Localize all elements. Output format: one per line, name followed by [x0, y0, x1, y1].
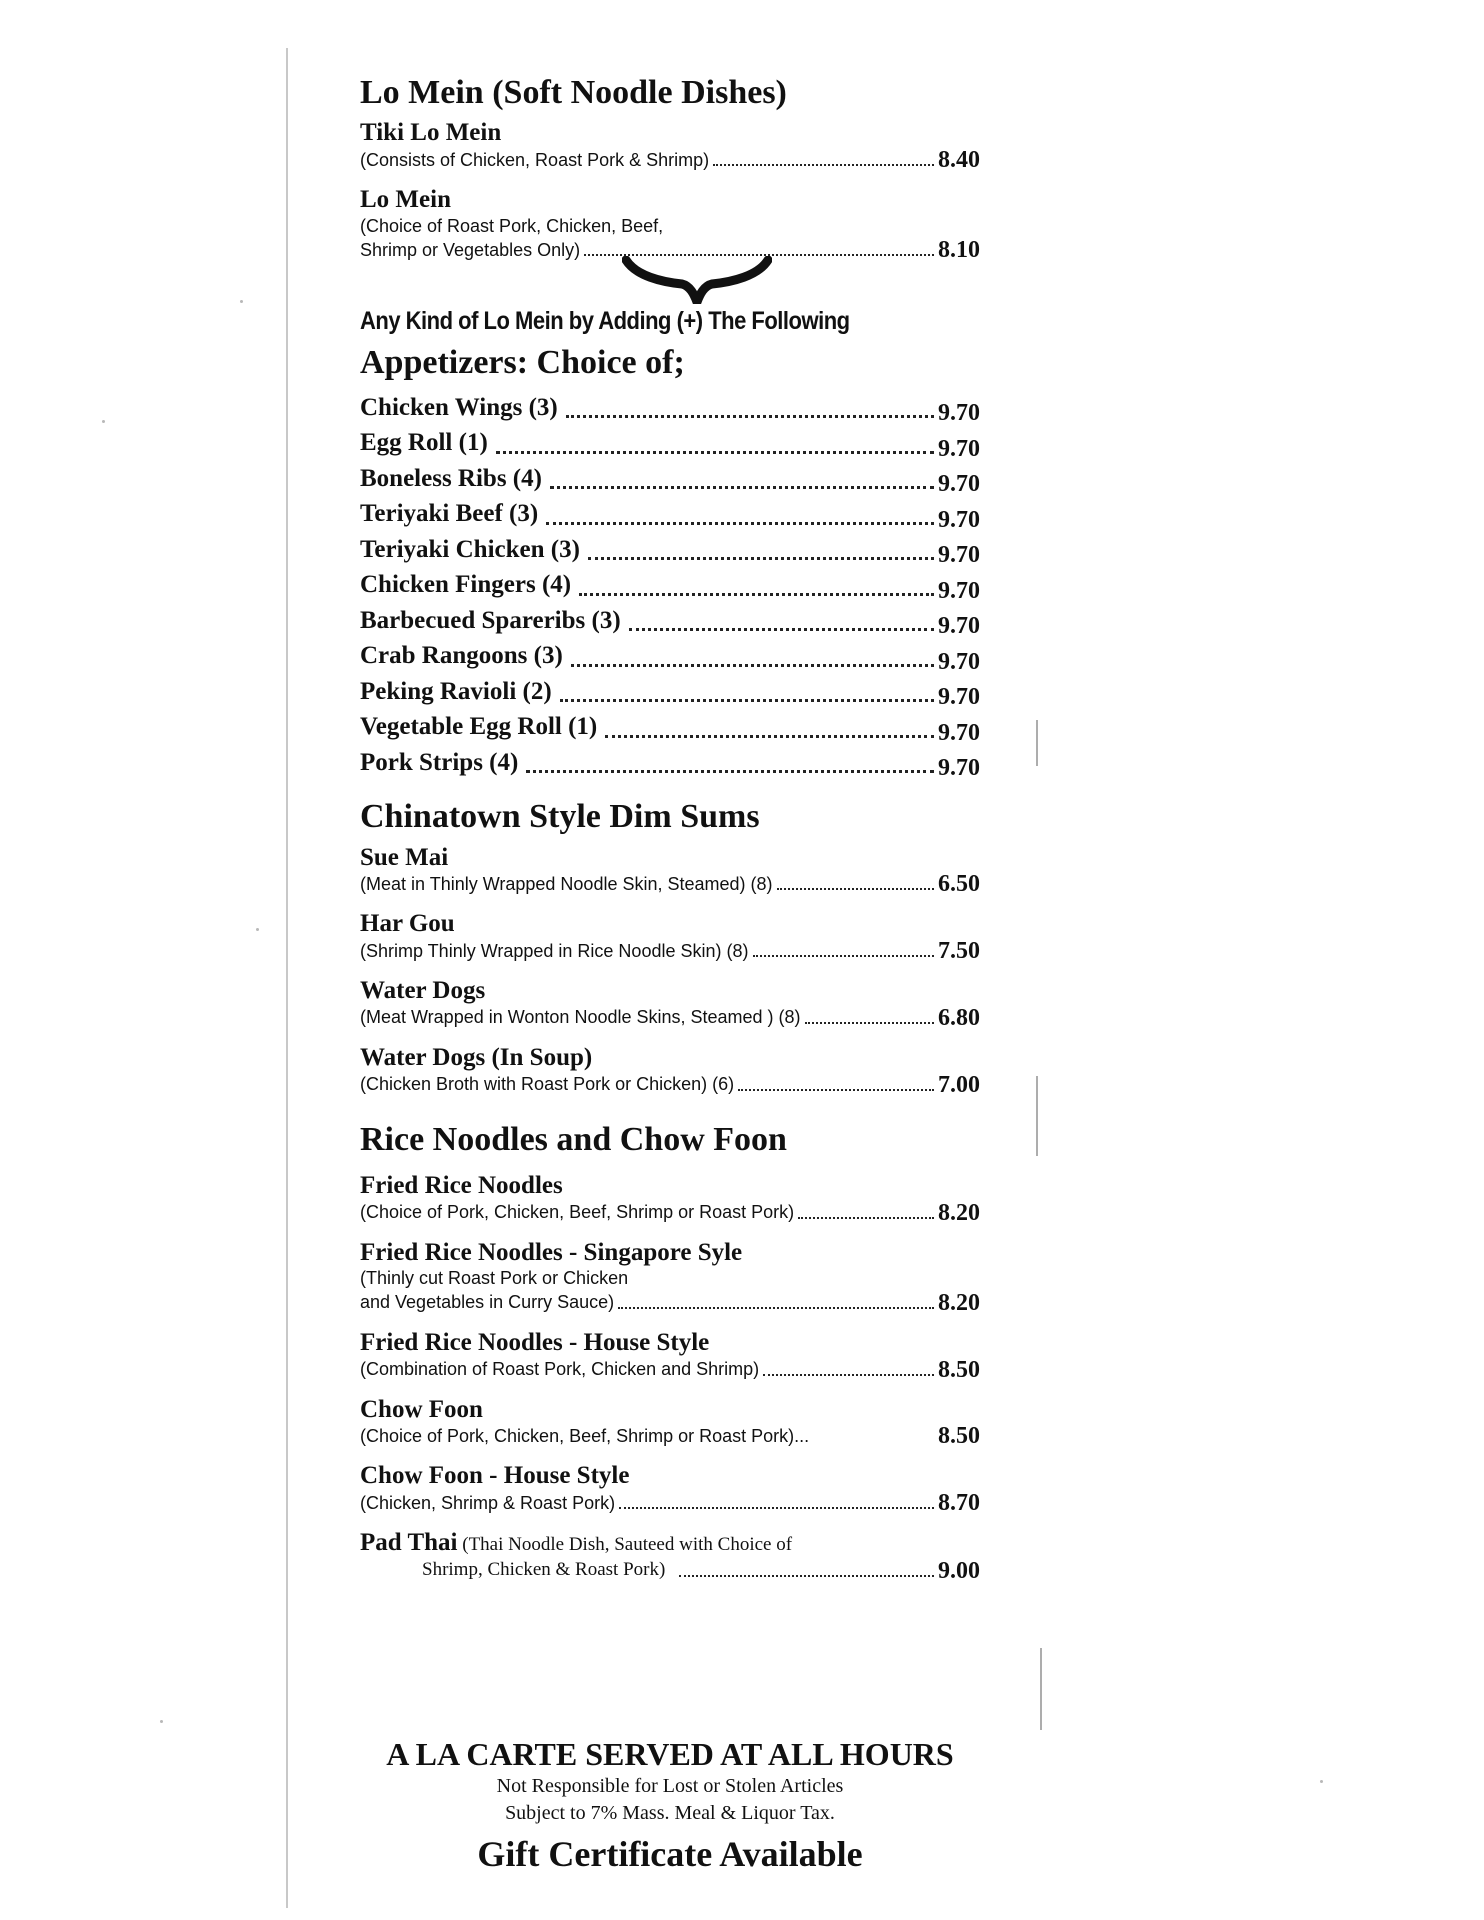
- item-desc-row: [360, 1073, 980, 1097]
- item-name: Egg Roll (1): [360, 429, 488, 457]
- item-desc: (Chicken, Shrimp & Roast Pork): [360, 1492, 616, 1513]
- item-name: Vegetable Egg Roll (1): [360, 713, 598, 741]
- pad-thai-line: [360, 1529, 980, 1558]
- item-desc: (Thai Noodle Dish, Sauteed with Choice of: [462, 1534, 793, 1556]
- item-name: Chow Foon - House Style: [360, 1462, 630, 1490]
- item-name: Barbecued Spareribs (3): [360, 606, 621, 634]
- section-title-dim-sums: Chinatown Style Dim Sums: [360, 798, 760, 836]
- dot-leader: [738, 1089, 934, 1091]
- item-name: Peking Ravioli (2): [360, 677, 552, 705]
- menu-item-pad-thai: [360, 1529, 980, 1582]
- responsibility-notice: Not Responsible for Lost or Stolen Articles: [496, 1775, 844, 1797]
- appetizer-list: [360, 390, 980, 781]
- item-desc-row: [360, 939, 980, 963]
- item-desc-row: [360, 1291, 980, 1315]
- item-name: Har Gou: [360, 910, 455, 938]
- item-desc: (Combination of Roast Pork, Chicken and Shrimp): [360, 1359, 760, 1380]
- item-desc: Shrimp or Vegetables Only): [360, 239, 581, 260]
- item-price: 9.70: [938, 577, 980, 604]
- gift-certificate-notice: Gift Certificate Available: [477, 1834, 863, 1874]
- menu-item: [360, 186, 980, 262]
- item-desc: (Choice of Pork, Chicken, Beef, Shrimp or Roast Pork): [360, 1202, 795, 1223]
- served-notice: A LA CARTE SERVED AT ALL HOURS: [386, 1736, 954, 1772]
- item-desc-row: [360, 1424, 980, 1448]
- dot-leader: [619, 1507, 934, 1509]
- curly-brace-icon: [622, 256, 772, 304]
- item-desc-row: [360, 1558, 980, 1583]
- item-name: Fried Rice Noodles: [360, 1171, 563, 1199]
- dot-leader: [777, 888, 934, 890]
- item-name: Chicken Fingers (4): [360, 571, 572, 599]
- appetizer-row: [360, 496, 980, 532]
- appetizer-row: [360, 532, 980, 568]
- menu-item: [360, 910, 980, 963]
- dot-leader: [763, 1374, 934, 1376]
- dot-leader: [566, 415, 934, 418]
- menu-page: [360, 74, 980, 1597]
- item-desc-row: [360, 872, 980, 896]
- item-desc: (Shrimp Thinly Wrapped in Rice Noodle Skin) (8): [360, 940, 749, 961]
- dot-leader: [496, 451, 934, 454]
- item-name: Chicken Wings (3): [360, 393, 558, 421]
- item-desc: (Thinly cut Roast Pork or Chicken: [360, 1268, 629, 1289]
- menu-footer: [360, 1736, 980, 1875]
- item-price: 9.70: [938, 755, 980, 782]
- item-desc-row: [360, 1201, 980, 1225]
- menu-item: [360, 1462, 980, 1515]
- item-price: 9.70: [938, 648, 980, 675]
- dot-leader: [798, 1217, 934, 1219]
- item-price: 9.70: [938, 684, 980, 711]
- item-desc: (Chicken Broth with Roast Pork or Chicken) (6): [360, 1074, 735, 1095]
- item-price: 8.70: [938, 1490, 980, 1517]
- dot-leader: [571, 664, 934, 667]
- appetizer-row: [360, 638, 980, 674]
- menu-item: [360, 1239, 980, 1315]
- item-price: 9.70: [938, 613, 980, 640]
- item-desc: (Choice of Pork, Chicken, Beef, Shrimp or Roast Pork)...: [360, 1425, 810, 1446]
- item-price: 9.70: [938, 542, 980, 569]
- scan-speck: [160, 1720, 163, 1723]
- item-desc: and Vegetables in Curry Sauce): [360, 1292, 615, 1313]
- item-desc-row: [360, 1491, 980, 1515]
- item-name: Pork Strips (4): [360, 748, 519, 776]
- item-price: 9.70: [938, 719, 980, 746]
- section-title-lo-mein: Lo Mein (Soft Noodle Dishes): [360, 74, 787, 111]
- tax-notice: Subject to 7% Mass. Meal & Liquor Tax.: [505, 1802, 835, 1824]
- dot-leader: [560, 699, 934, 702]
- item-price: 8.10: [938, 237, 980, 264]
- appetizer-row: [360, 674, 980, 710]
- item-price: 9.70: [938, 400, 980, 427]
- item-name: Tiki Lo Mein: [360, 119, 502, 147]
- dot-leader: [629, 628, 934, 631]
- item-price: 8.50: [938, 1356, 980, 1383]
- item-name: Teriyaki Beef (3): [360, 500, 539, 528]
- scan-speck: [102, 420, 105, 423]
- menu-item: [360, 1172, 980, 1225]
- menu-item: [360, 844, 980, 897]
- item-price: 9.70: [938, 506, 980, 533]
- item-name: Chow Foon: [360, 1395, 483, 1423]
- dot-leader: [584, 254, 934, 256]
- item-desc-row: [360, 1358, 980, 1382]
- item-name: Crab Rangoons (3): [360, 642, 563, 670]
- item-desc: (Meat Wrapped in Wonton Noodle Skins, Steamed ) (8): [360, 1007, 801, 1028]
- item-price: 9.70: [938, 435, 980, 462]
- dot-leader: [579, 593, 934, 596]
- scan-mark: [1036, 720, 1038, 766]
- item-price: 7.00: [938, 1071, 980, 1098]
- item-name: Water Dogs: [360, 977, 486, 1005]
- dot-leader: [526, 770, 934, 773]
- appetizer-row: [360, 461, 980, 497]
- item-name: Boneless Ribs (4): [360, 464, 542, 492]
- item-name: Pad Thai: [360, 1529, 458, 1557]
- item-price: 8.50: [938, 1423, 980, 1450]
- item-name: Teriyaki Chicken (3): [360, 535, 580, 563]
- item-desc: (Choice of Roast Pork, Chicken, Beef,: [360, 215, 664, 236]
- scan-speck: [256, 928, 259, 931]
- item-desc-row: [360, 148, 980, 172]
- scan-speck: [1320, 1780, 1323, 1783]
- dot-leader: [679, 1575, 934, 1577]
- item-price: 6.50: [938, 871, 980, 898]
- item-desc: (Meat in Thinly Wrapped Noodle Skin, Steamed) (8): [360, 873, 773, 894]
- appetizer-row: [360, 567, 980, 603]
- item-price: 7.50: [938, 938, 980, 965]
- menu-item: [360, 977, 980, 1030]
- menu-item: [360, 119, 980, 172]
- menu-item: [360, 1329, 980, 1382]
- item-desc: (Consists of Chicken, Roast Pork & Shrimp): [360, 149, 710, 170]
- dot-leader: [550, 486, 934, 489]
- item-price: 9.70: [938, 471, 980, 498]
- dot-leader: [605, 735, 934, 738]
- dot-leader: [618, 1307, 934, 1309]
- item-price: 8.20: [938, 1199, 980, 1226]
- appetizer-row: [360, 390, 980, 426]
- item-name: Lo Mein: [360, 186, 451, 214]
- scan-mark: [1036, 1076, 1038, 1156]
- scan-margin-line: [286, 48, 288, 1908]
- scan-mark: [1040, 1648, 1042, 1730]
- item-name: Fried Rice Noodles - House Style: [360, 1328, 710, 1356]
- appetizer-row: [360, 709, 980, 745]
- dot-leader: [805, 1022, 934, 1024]
- appetizer-row: [360, 425, 980, 461]
- item-name: Sue Mai: [360, 843, 449, 871]
- menu-item: [360, 1044, 980, 1097]
- appetizer-row: [360, 603, 980, 639]
- item-name: Fried Rice Noodles - Singapore Syle: [360, 1238, 743, 1266]
- item-desc: Shrimp, Chicken & Roast Pork): [422, 1558, 666, 1580]
- section-title-rice-noodles: Rice Noodles and Chow Foon: [360, 1120, 787, 1158]
- item-price: 9.00: [938, 1557, 980, 1584]
- scan-speck: [240, 300, 243, 303]
- item-name: Water Dogs (In Soup): [360, 1043, 593, 1071]
- item-price: 8.20: [938, 1289, 980, 1316]
- section-title-appetizers: Appetizers: Choice of;: [360, 344, 685, 382]
- adding-note: Any Kind of Lo Mein by Adding (+) The Following: [360, 306, 850, 336]
- dot-leader: [588, 557, 934, 560]
- item-desc-row: [360, 1006, 980, 1030]
- dot-leader: [753, 955, 935, 957]
- item-price: 8.40: [938, 147, 980, 174]
- appetizer-row: [360, 745, 980, 781]
- item-price: 6.80: [938, 1004, 980, 1031]
- dot-leader: [546, 522, 934, 525]
- dot-leader: [713, 164, 934, 166]
- menu-item: [360, 1396, 980, 1449]
